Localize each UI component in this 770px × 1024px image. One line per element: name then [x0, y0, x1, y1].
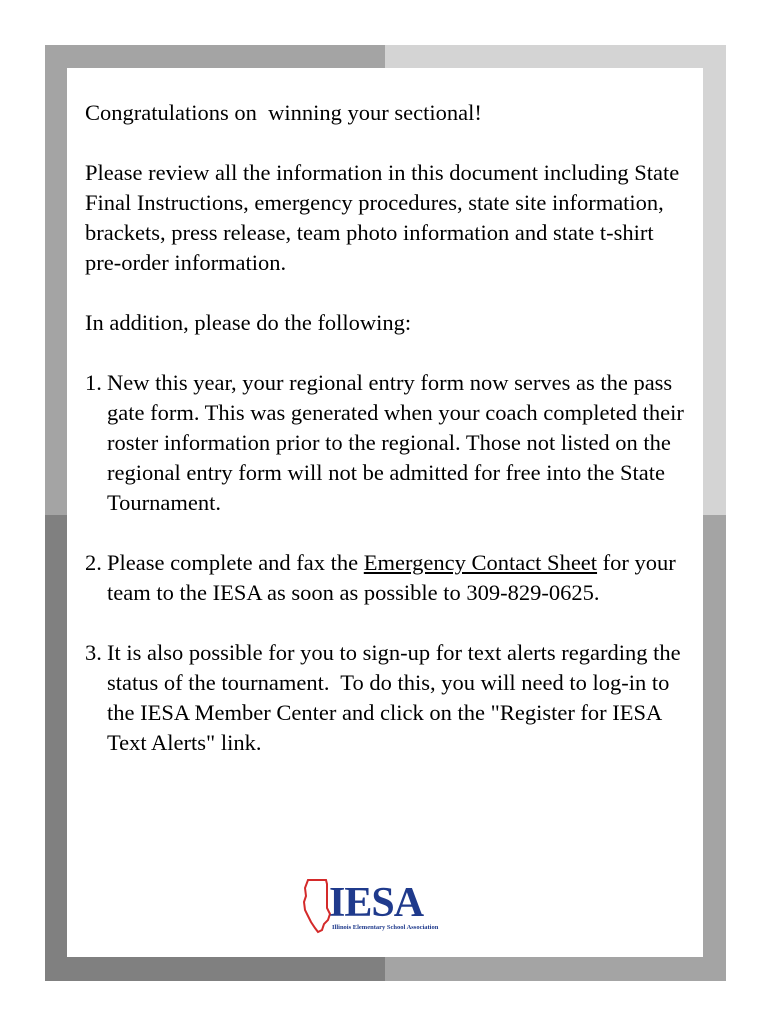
greeting: Congratulations on winning your sectional!: [85, 100, 482, 125]
item-text: [107, 548, 685, 608]
list-item: [85, 368, 685, 518]
addition-heading: In addition, please do the following:: [85, 310, 412, 335]
item-number: 2.: [85, 550, 102, 575]
item-number: 3.: [85, 640, 102, 665]
item-text-before: Please complete and fax the: [107, 550, 364, 575]
document-body: [85, 98, 685, 758]
emergency-contact-sheet-link[interactable]: Emergency Contact Sheet: [363, 550, 598, 575]
item-text: New this year, your regional entry form now serves as the pass gate form. This was generated when your coach completed their roster information prior to the regional. Those not listed on the regional entry form will not be admitted for free into the State Tournament.: [107, 370, 684, 515]
document-panel: [67, 68, 703, 957]
iesa-logo: [302, 878, 462, 938]
logo-wordmark: IESA: [329, 880, 424, 926]
item-number: 1.: [85, 370, 102, 395]
list-item: [85, 638, 685, 758]
item-text: It is also possible for you to sign-up for text alerts regarding the status of the tournament. To do this, you will need to log-in to the IESA Member Center and click on the "Register for IESA Text Alerts" link.: [107, 640, 687, 755]
list-item: [85, 548, 685, 608]
intro-paragraph: Please review all the information in this document including State Final Instructions, emergency procedures, state site information, brackets, press release, team photo information and state t-shirt pre-order information.: [85, 160, 680, 275]
item-text-after: for your team to the IESA as soon as possible to 309-829-0625.: [107, 550, 682, 605]
logo-subtitle: Illinois Elementary School Association: [332, 924, 439, 931]
